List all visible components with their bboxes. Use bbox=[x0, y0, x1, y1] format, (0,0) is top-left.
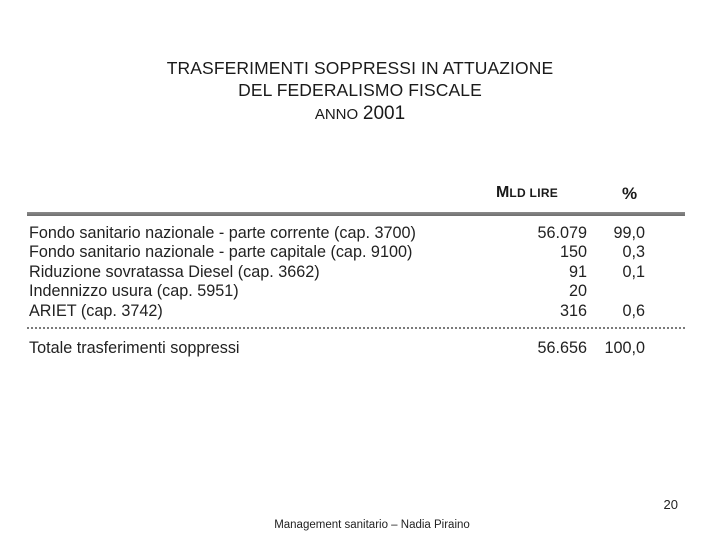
total-mld-value: 56.656 bbox=[537, 339, 587, 357]
row-label: Fondo sanitario nazionale - parte capitale (cap. 9100) bbox=[29, 243, 413, 262]
table-row bbox=[29, 263, 689, 282]
row-label: Fondo sanitario nazionale - parte corrente (cap. 3700) bbox=[29, 224, 416, 242]
page-number: 20 bbox=[663, 497, 678, 512]
row-pct-value: 0,1 bbox=[622, 262, 645, 281]
slide-title bbox=[0, 57, 720, 128]
title-line-2: DEL FEDERALISMO FISCALE bbox=[238, 80, 482, 100]
column-header-percent: % bbox=[622, 184, 638, 203]
row-mld-value: 316 bbox=[559, 301, 587, 320]
title-year: 2001 bbox=[362, 103, 406, 124]
row-mld-value: 150 bbox=[559, 243, 587, 262]
table-total-row bbox=[29, 339, 689, 358]
total-label: Totale trasferimenti soppressi bbox=[29, 339, 240, 357]
row-pct-value: 99,0 bbox=[613, 224, 645, 242]
table-body bbox=[29, 224, 689, 321]
total-pct-value: 100,0 bbox=[604, 339, 645, 357]
row-pct-value: 0,3 bbox=[622, 243, 645, 262]
table-row bbox=[29, 302, 689, 321]
footer-text: Management sanitario – Nadia Piraino bbox=[274, 519, 470, 531]
table-row bbox=[29, 243, 689, 262]
table-row bbox=[29, 282, 689, 301]
title-line-1: TRASFERIMENTI SOPPRESSI IN ATTUAZIONE bbox=[166, 58, 554, 78]
title-year-line bbox=[0, 101, 720, 128]
row-mld-value: 56.079 bbox=[537, 224, 587, 242]
row-label: Indennizzo usura (cap. 5951) bbox=[29, 282, 239, 301]
header-rule bbox=[27, 212, 685, 216]
title-year-prefix: ANNO bbox=[314, 106, 359, 123]
row-label: Riduzione sovratassa Diesel (cap. 3662) bbox=[29, 262, 320, 281]
table-row bbox=[29, 224, 689, 243]
row-label: ARIET (cap. 3742) bbox=[29, 301, 163, 320]
row-mld-value: 20 bbox=[568, 282, 587, 301]
row-mld-value: 91 bbox=[568, 262, 587, 281]
column-header-mld-initial: M bbox=[496, 184, 510, 201]
total-separator bbox=[27, 327, 685, 329]
column-header-mld-rest: LD LIRE bbox=[509, 186, 559, 200]
column-header-mld-lire bbox=[496, 184, 558, 202]
row-pct-value: 0,6 bbox=[622, 301, 645, 320]
